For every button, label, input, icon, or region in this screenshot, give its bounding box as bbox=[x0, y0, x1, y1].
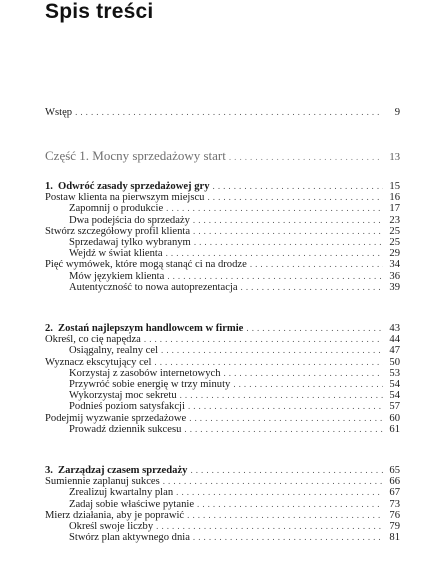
page-number: 61 bbox=[389, 424, 400, 435]
toc-subsection-entry[interactable] bbox=[45, 281, 400, 293]
dot-leader bbox=[229, 151, 383, 163]
toc-part-heading[interactable] bbox=[45, 150, 400, 166]
toc-subsection-entry[interactable] bbox=[45, 531, 400, 543]
toc-subsection-entry[interactable] bbox=[45, 486, 400, 498]
dot-leader bbox=[176, 486, 383, 498]
dot-leader bbox=[184, 423, 383, 435]
toc-entry-label: Wykorzystaj moc sekretu bbox=[69, 390, 177, 401]
toc-entry-label: 1. Odwróć zasady sprzedażowej gry bbox=[45, 181, 210, 192]
toc-entry-label: Sumiennie zaplanuj sukces bbox=[45, 476, 160, 487]
toc-entry-label: Mierz działania, aby je poprawić bbox=[45, 510, 185, 521]
page-number: 47 bbox=[389, 345, 400, 356]
page-number: 67 bbox=[389, 487, 400, 498]
page-number: 16 bbox=[389, 192, 400, 203]
chapter-number: 3. bbox=[45, 465, 53, 476]
page-number: 60 bbox=[389, 413, 400, 424]
dot-leader bbox=[161, 344, 383, 356]
page-title: Spis treści bbox=[45, 0, 154, 23]
toc-entry-label: Podnieś poziom satysfakcji bbox=[69, 401, 185, 412]
toc-entry-label: Wstęp bbox=[45, 107, 73, 118]
toc-entry-label: Wejdź w świat klienta bbox=[69, 248, 163, 259]
toc-entry-label: Prowadź dziennik sukcesu bbox=[69, 424, 182, 435]
page-number: 23 bbox=[389, 215, 400, 226]
toc-entry-label: Wyznacz ekscytujący cel bbox=[45, 357, 152, 368]
toc-entry-label: Postaw klienta na pierwszym miejscu bbox=[45, 192, 205, 203]
toc-entry-label: Osiągalny, realny cel bbox=[69, 345, 159, 356]
toc-entry-label: Określ swoje liczby bbox=[69, 521, 154, 532]
page-number: 39 bbox=[389, 282, 400, 293]
page-number: 57 bbox=[389, 401, 400, 412]
page-number: 25 bbox=[389, 226, 400, 237]
toc-entry-label: Określ, co cię napędza bbox=[45, 334, 141, 345]
toc-entry-intro[interactable] bbox=[45, 106, 400, 118]
toc-subsection-entry[interactable] bbox=[45, 423, 400, 435]
page-number: 81 bbox=[389, 532, 400, 543]
page-number: 25 bbox=[389, 237, 400, 248]
page-number: 13 bbox=[389, 152, 400, 163]
toc-entry-label: Dwa podejścia do sprzedaży bbox=[69, 215, 190, 226]
toc-entry-label: Stwórz szczegółowy profil klienta bbox=[45, 226, 191, 237]
page-number: 54 bbox=[389, 390, 400, 401]
toc-entry-label: Stwórz plan aktywnego dnia bbox=[69, 532, 190, 543]
chapter-number: 1. bbox=[45, 181, 53, 192]
toc-entry-label: Zapomnij o produkcie bbox=[69, 203, 164, 214]
dot-leader bbox=[193, 531, 383, 543]
toc-entry-label: Podejmij wyzwanie sprzedażowe bbox=[45, 413, 187, 424]
page-number: 29 bbox=[389, 248, 400, 259]
dot-leader bbox=[241, 281, 383, 293]
page-number: 76 bbox=[389, 510, 400, 521]
page-number: 65 bbox=[389, 465, 400, 476]
toc-entry-label: Zrealizuj kwartalny plan bbox=[69, 487, 174, 498]
dot-leader bbox=[250, 258, 383, 270]
toc-entry-label: Mów językiem klienta bbox=[69, 271, 165, 282]
toc-entry-label: Pięć wymówek, które mogą stanąć ci na drodze bbox=[45, 259, 247, 270]
page-number: 66 bbox=[389, 476, 400, 487]
dot-leader bbox=[166, 202, 383, 214]
page-number: 79 bbox=[389, 521, 400, 532]
toc-subsection-entry[interactable] bbox=[45, 344, 400, 356]
page-number: 17 bbox=[389, 203, 400, 214]
toc-entry-label: 2. Zostań najlepszym handlowcem w firmie bbox=[45, 323, 244, 334]
toc-entry-label: Sprzedawaj tylko wybranym bbox=[69, 237, 191, 248]
dot-leader bbox=[75, 106, 383, 118]
toc-subsection-entry[interactable] bbox=[45, 400, 400, 412]
page-number: 50 bbox=[389, 357, 400, 368]
page-number: 43 bbox=[389, 323, 400, 334]
page-number: 36 bbox=[389, 271, 400, 282]
page-number: 9 bbox=[394, 107, 400, 118]
page-number: 53 bbox=[389, 368, 400, 379]
page-number: 54 bbox=[389, 379, 400, 390]
toc-entry-label: 3. Zarządzaj czasem sprzedaży bbox=[45, 465, 188, 476]
page-number: 73 bbox=[389, 499, 400, 510]
page-number: 15 bbox=[389, 181, 400, 192]
chapter-number: 2. bbox=[45, 323, 53, 334]
toc-entry-label: Zadaj sobie właściwe pytanie bbox=[69, 499, 195, 510]
toc-entry-label: Przywróć sobie energię w trzy minuty bbox=[69, 379, 231, 390]
page-number: 34 bbox=[389, 259, 400, 270]
toc-entry-label: Korzystaj z zasobów internetowych bbox=[69, 368, 221, 379]
toc-entry-label: Część 1. Mocny sprzedażowy start bbox=[45, 148, 226, 163]
toc-entry-label: Autentyczność to nowa autoprezentacja bbox=[69, 282, 238, 293]
page-number: 44 bbox=[389, 334, 400, 345]
toc-section-entry[interactable] bbox=[45, 258, 400, 270]
toc-subsection-entry[interactable] bbox=[45, 202, 400, 214]
dot-leader bbox=[188, 400, 383, 412]
